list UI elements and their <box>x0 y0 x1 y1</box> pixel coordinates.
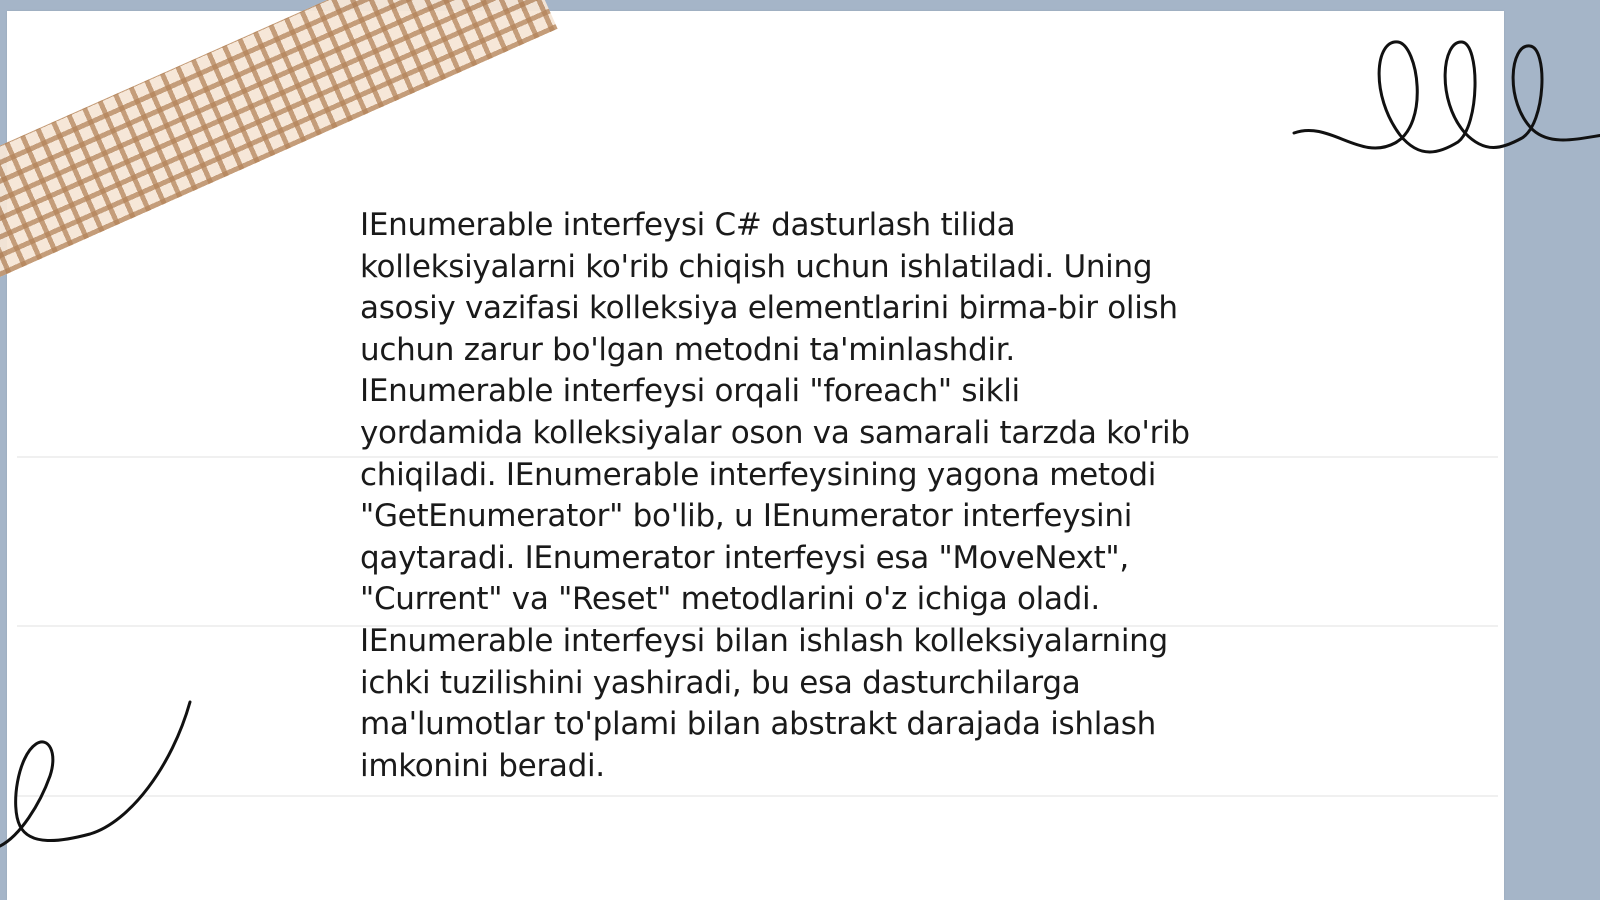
loop-scribble-icon <box>1290 30 1600 170</box>
swirl-scribble-icon <box>0 696 200 856</box>
ruled-line <box>17 795 1498 797</box>
slide-body-text: IEnumerable interfeysi C# dasturlash tilida kolleksiyalarni ko'rib chiqish uchun ishlatiladi. Uning asosiy vazifasi kolleksiya elementlarini birma-bir olish uchun zarur bo'lgan metodni ta'minlashdir. IEnumerable interfeysi orqali "foreach" sikli yordamida kolleksiyalar oson va samarali tarzda ko'rib chiqiladi. IEnumerable interfeysining yagona metodi "GetEnumerator" bo'lib, u IEnumerator interfeysini qaytaradi. IEnumerator interfeysi esa "MoveNext", "Current" va "Reset" metodlarini o'z ichiga oladi. IEnumerable interfeysi bilan ishlash kolleksiyalarning ichki tuzilishini yashiradi, bu esa dasturchilarga ma'lumotlar to'plami bilan abstrakt darajada ishlash imkonini beradi. <box>360 207 1190 784</box>
